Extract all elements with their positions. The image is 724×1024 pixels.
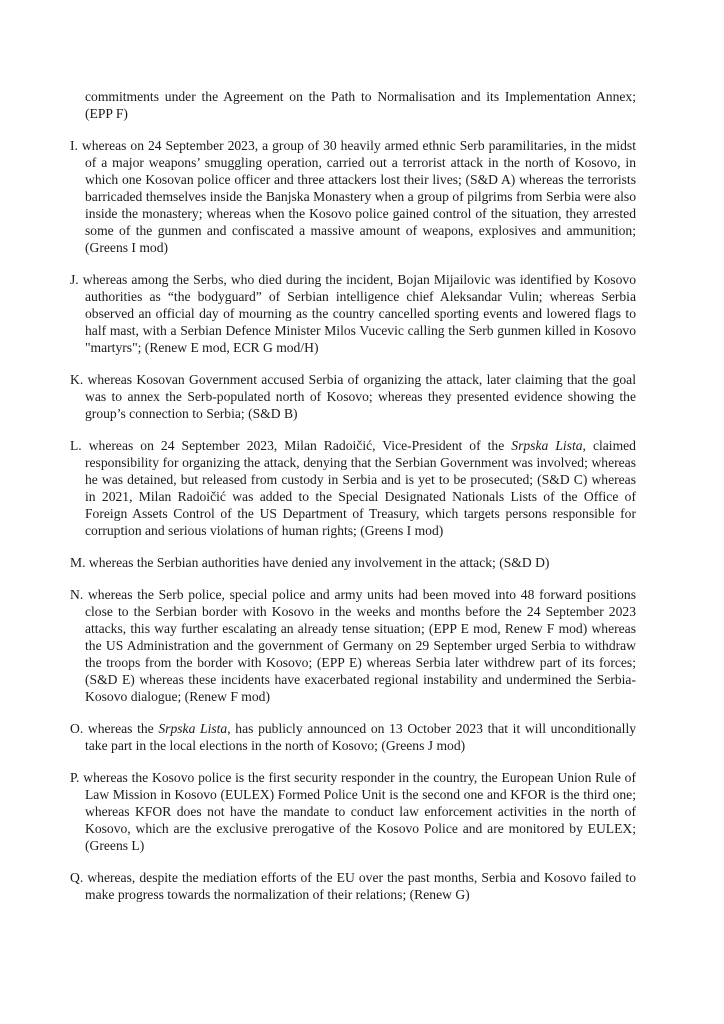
recital-n [70,586,636,705]
recital-letter: Q. [70,870,84,885]
recital-letter: L. [70,438,82,453]
recital-text-after: , has publicly announced on 13 October 2023 that it will unconditionally take part in the local elections in the north of Kosovo; (Greens J mod) [85,721,637,753]
paragraph-text: commitments under the Agreement on the Path to Normalisation and its Implementation Annex; (EPP F) [85,89,636,121]
recital-letter: P. [70,770,80,785]
paragraph-continuation [70,88,636,122]
recital-j [70,271,636,356]
recital-m [70,554,636,571]
recital-text: whereas among the Serbs, who died during the incident, Bojan Mijailovic was identified by Kosovo authorities as “the bodyguard” of Serbian intelligence chief Aleksandar Vulin; whereas Serbia observed an official day of mourning as the country cancelled sporting events and lowered flags to half mast, with a Serbian Defence Minister Milos Vucevic calling the Serb gunmen killed in Kosovo "martyrs"; (Renew E mod, ECR G mod/H) [82,272,636,355]
recital-letter: M. [70,555,86,570]
recital-text-before: whereas on 24 September 2023, Milan Radoičić, Vice-President of the [88,438,512,453]
recital-o [70,720,636,754]
recital-letter: J. [70,272,79,287]
recital-letter: O. [70,721,84,736]
recital-text: whereas the Serbian authorities have denied any involvement in the attack; (S&D D) [88,555,550,570]
recital-text-before: whereas the [87,721,159,736]
recital-text: whereas the Kosovo police is the first security responder in the country, the European Union Rule of Law Mission in Kosovo (EULEX) Formed Police Unit is the second one and KFOR is the third one; whereas KFOR does not have the mandate to conduct law enforcement activities in the north of Kosovo, which are the exclusive prerogative of the Kosovo Police and are monitored by EULEX; (Greens L) [83,770,636,853]
recital-text-after: , claimed responsibility for organizing the attack, denying that the Serbian Government was involved; whereas he was detained, but released from custody in Serbia and is yet to be prosecuted; (S&D C) whereas in 2021, Milan Radoičić was added to the Special Designated Nationals Lists of the Office of Foreign Assets Control of the US Department of Treasury, which targets persons responsible for corruption and serious violations of human rights; (Greens I mod) [85,438,636,538]
recital-text: whereas the Serb police, special police and army units had been moved into 48 forward positions close to the Serbian border with Kosovo in the weeks and months before the 24 September 2023 attacks, this way further escalating an already tense situation; (EPP E mod, Renew F mod) whereas the US Administration and the government of Germany on 29 September urged Serbia to withdraw the troops from the border with Kosovo; (EPP E) whereas Serbia later withdrew part of its forces; (S&D E) whereas these incidents have exacerbated regional instability and undermined the Serbia-Kosovo dialogue; (Renew F mod) [85,587,636,704]
recital-l [70,437,636,539]
recital-text: whereas Kosovan Government accused Serbia of organizing the attack, later claiming that the goal was to annex the Serb-populated north of Kosovo; whereas they presented evidence showing the group’s connection to Serbia; (S&D B) [85,372,636,421]
recital-i [70,137,636,256]
recital-letter: I. [70,138,78,153]
recital-p [70,769,636,854]
recital-letter: K. [70,372,84,387]
recital-q [70,869,636,903]
recital-letter: N. [70,587,84,602]
recital-k [70,371,636,422]
party-name-italic: Srpska Lista [158,721,228,736]
document-page [70,88,636,918]
recital-text: whereas, despite the mediation efforts of the EU over the past months, Serbia and Kosovo failed to make progress towards the normalization of their relations; (Renew G) [85,870,636,902]
party-name-italic: Srpska Lista [511,438,583,453]
recital-text: whereas on 24 September 2023, a group of 30 heavily armed ethnic Serb paramilitaries, in the midst of a major weapons’ smuggling operation, carried out a terrorist attack in the north of Kosovo, in which one Kosovan police officer and three attackers lost their lives; (S&D A) whereas the terrorists barricaded themselves inside the Banjska Monastery when a group of pilgrims from Serbia were also inside the monastery; whereas when the Kosovo police gained control of the situation, they arrested some of the gunmen and confiscated a massive amount of weapons, explosives and ammunition; (Greens I mod) [81,138,636,255]
